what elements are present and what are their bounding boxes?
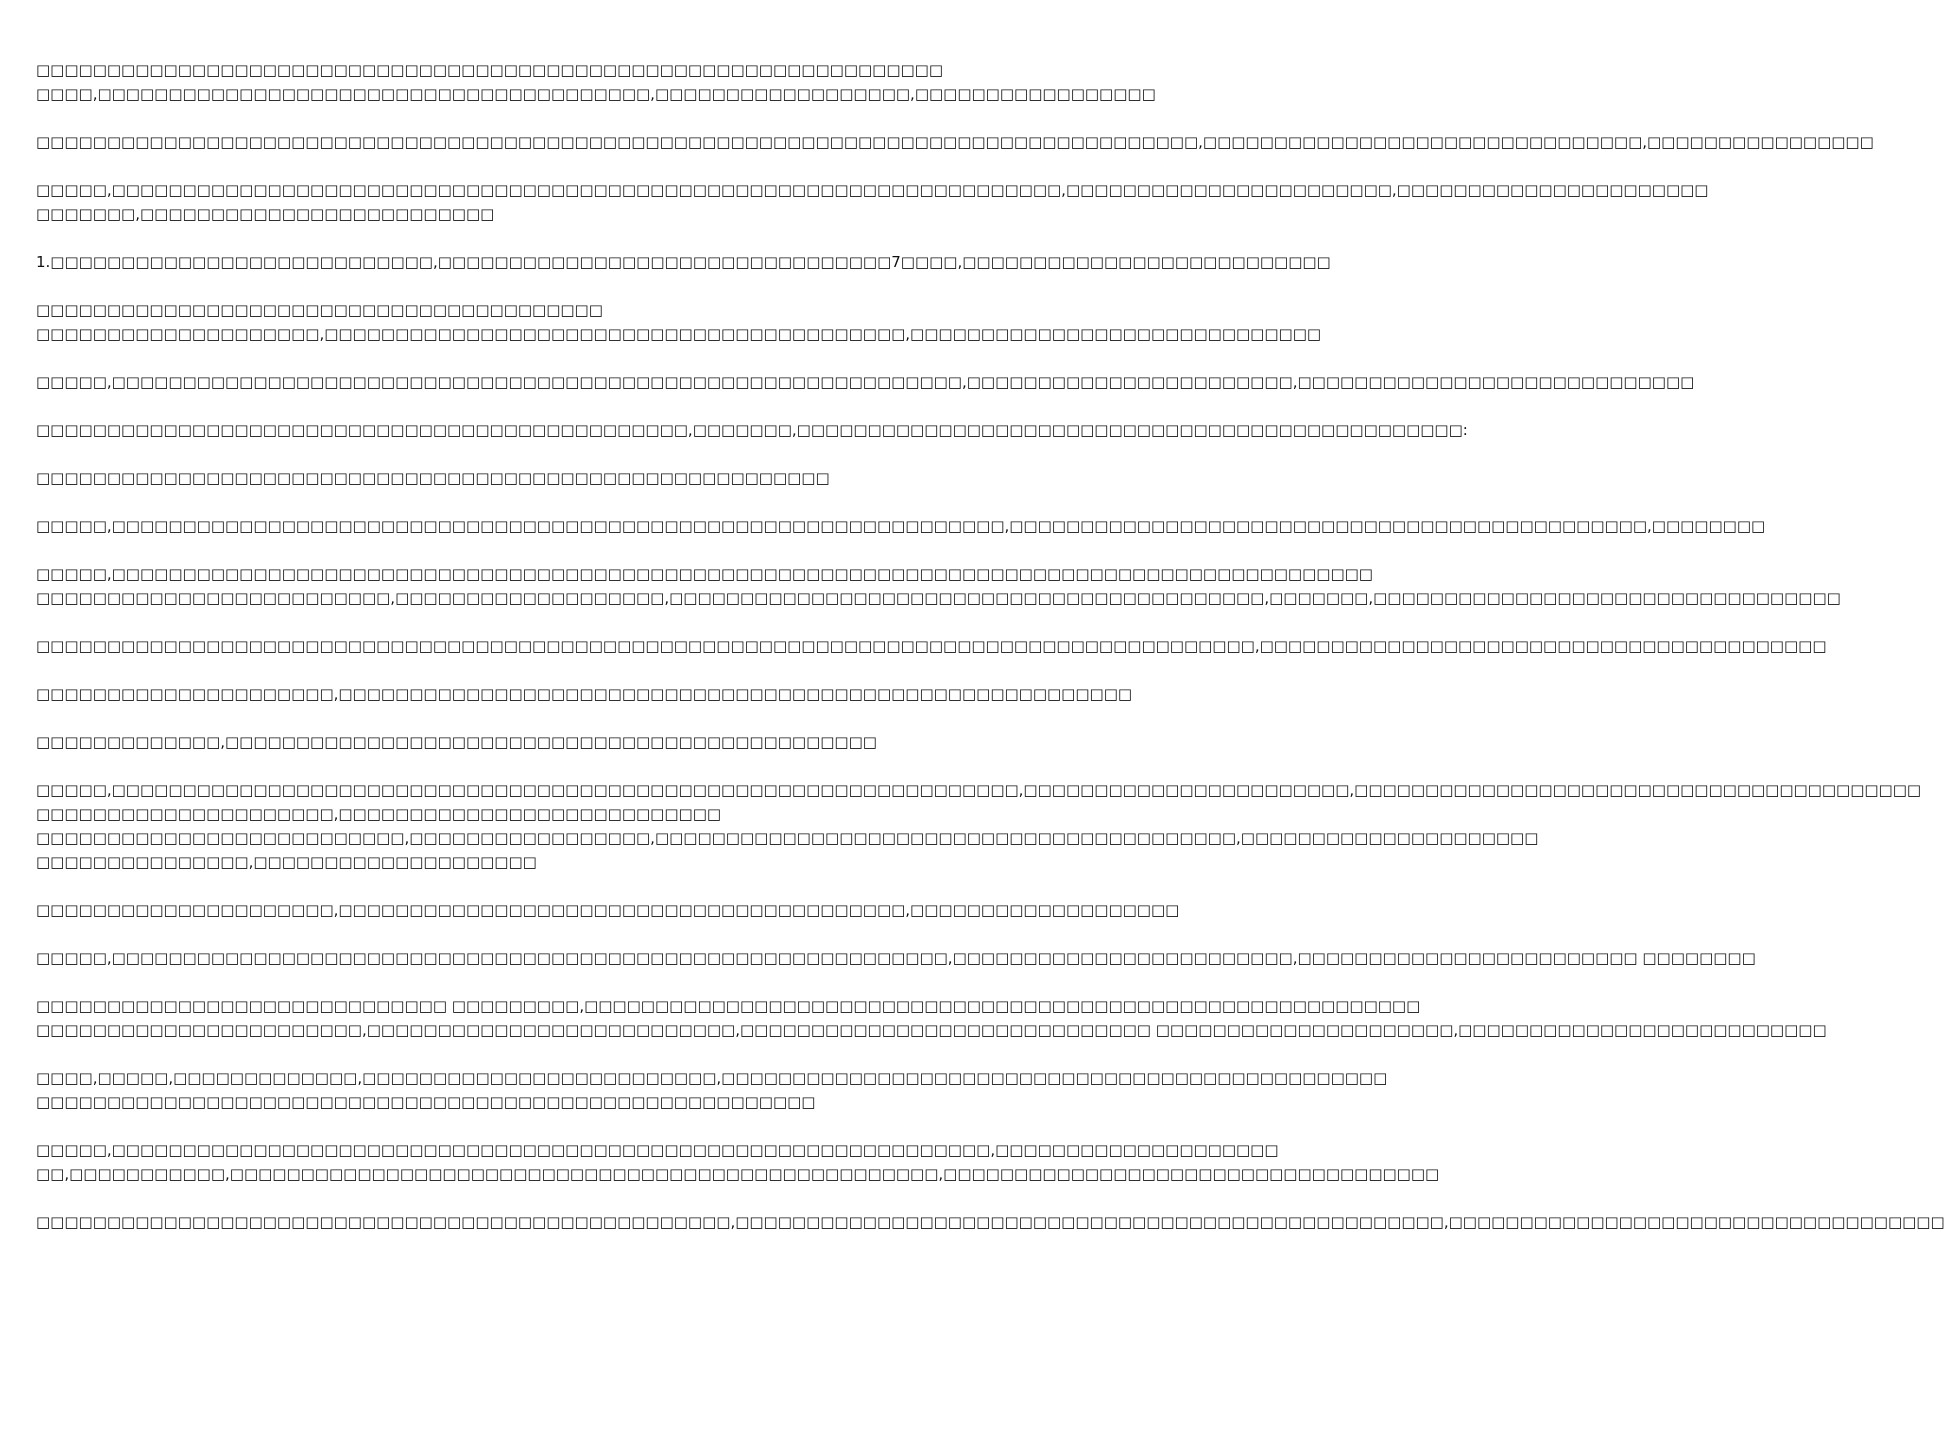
- paragraph: [36, 682, 1133, 706]
- text-line: □□□□□,□□□□□□□□□□□□□□□□□□□□□□□□□□□□□□□□□□□□□□□□□□□□□□□□□□□□□□□□□□□□□□□□□□□,□□□□□□□□□□□□□□□□□□□□□□□,□□□□□□□□□□□□□□□□□□□□□□: [36, 181, 1709, 199]
- text-line: □□□□□□□□□□□□□□□□□□□□□□□□□□□□□□□□□□□□□□□□□□□□□□□□□□□□□□□: [36, 1093, 816, 1111]
- text-line: □□□□□□□□□□□□□□□,□□□□□□□□□□□□□□□□□□□□: [36, 853, 537, 871]
- text-line: □□□□□□□□□□□□□□□□□□□□□□□□□,□□□□□□□□□□□□□□□□□□□,□□□□□□□□□□□□□□□□□□□□□□□□□□□□□□□□□□□□□□□□□□,□□□□□□□,□□□□□□□□□□□□□□□□□□□□□□□□□□□□□□□□□: [36, 589, 1841, 607]
- text-line: □□□□,□□□□□,□□□□□□□□□□□□□,□□□□□□□□□□□□□□□□□□□□□□□□□,□□□□□□□□□□□□□□□□□□□□□□□□□□□□□□□□□□□□□□□□□□□□□□□: [36, 1069, 1388, 1087]
- document-body: [36, 58, 1945, 1258]
- paragraph: [36, 898, 1180, 922]
- text-line: □□□□□□□□□□□□□□□□□□□□□□□□□□□□□□□□□□□□□□□□□□□□□□□□□□□□□□□□□□□□□□□□□□□□□□□□□□□□□□□□□□□□□□,□□□□□□□□□□□□□□□□□□□□□□□□□□□□□□□□□□□□□□□□: [36, 637, 1827, 655]
- text-line: □□□□□□□□□□□□□□□□□□□□□□□□□□□□□ □□□□□□□□□,□□□□□□□□□□□□□□□□□□□□□□□□□□□□□□□□□□□□□□□□□□□□□□□□□□□□□□□□□□□: [36, 997, 1421, 1015]
- paragraph: [36, 250, 1331, 274]
- paragraph: [36, 58, 1156, 106]
- paragraph: [36, 562, 1841, 610]
- paragraph: [36, 298, 1322, 346]
- text-line: □□□□,□□□□□□□□□□□□□□□□□□□□□□□□□□□□□□□□□□□□□□□,□□□□□□□□□□□□□□□□□□,□□□□□□□□□□□□□□□□□: [36, 85, 1156, 103]
- text-line: □□□□□□□□□□□□□□□□□□□□□□□□□□□□□□□□□□□□□□□□□□□□□□□□□□□□□□□□□□□□□□□□: [36, 61, 944, 79]
- paragraph: [36, 1138, 1440, 1186]
- text-line: □□□□□□□□□□□□□□□□□□□□□□□,□□□□□□□□□□□□□□□□□□□□□□□□□□,□□□□□□□□□□□□□□□□□□□□□□□□□□□□□ □□□□□□□□□□□□□□□□□□□□□,□□□□□□□□□□□□□□□□□□□□□□□□□□: [36, 1021, 1827, 1039]
- text-line: □□□□□□□□□□□□□□□□□□□□□□□□□□□□□□□□□□□□□□□□□□□□□□□□□,□□□□□□□□□□□□□□□□□□□□□□□□□□□□□□□□□□□□□□□□□□□□□□□□□□,□□□□□□□□□□□□□□□□□□□□□□□□□□□□□□□□□□□: [36, 1213, 1945, 1231]
- text-line: □□□□□□□□□□□□□□□□□□□□,□□□□□□□□□□□□□□□□□□□□□□□□□□□□□□□□□□□□□□□□□,□□□□□□□□□□□□□□□□□□□□□□□□□□□□□: [36, 325, 1322, 343]
- text-line: □□□□□□□□□□□□□□□□□□□□□□□□□□□□□□□□□□□□□□□□□□□□□□□□□□□□□□□□□□□□□□□□□□□□□□□□□□□□□□□□□□,□□□□□□□□□□□□□□□□□□□□□□□□□□□□□□□,□□□□□□□□□□□□□□□□: [36, 133, 1874, 151]
- paragraph: [36, 130, 1874, 154]
- text-line: □□□□□□□,□□□□□□□□□□□□□□□□□□□□□□□□□: [36, 205, 495, 223]
- text-line: □□□□□□□□□□□□□□□□□□□□□□□□□□,□□□□□□□□□□□□□□□□□,□□□□□□□□□□□□□□□□□□□□□□□□□□□□□□□□□□□□□□□□□,□□□□□□□□□□□□□□□□□□□□□: [36, 829, 1539, 847]
- text-line: □□□□□□□□□□□□□□□□□□□□□□□□□□□□□□□□□□□□□□□□: [36, 301, 603, 319]
- paragraph: [36, 778, 1922, 874]
- paragraph: [36, 634, 1827, 658]
- text-line: □□□□□□□□□□□□□,□□□□□□□□□□□□□□□□□□□□□□□□□□□□□□□□□□□□□□□□□□□□□□: [36, 733, 877, 751]
- text-line: □□□□□□□□□□□□□□□□□□□□□,□□□□□□□□□□□□□□□□□□□□□□□□□□□: [36, 805, 722, 823]
- text-line: □□□□□,□□□□□□□□□□□□□□□□□□□□□□□□□□□□□□□□□□□□□□□□□□□□□□□□□□□□□□□□□□□□□□□□,□□□□□□□□□□□□□□□□□□□□□□□,□□□□□□□□□□□□□□□□□□□□□□□□□□□□□□□□□□□□□□□□: [36, 781, 1922, 799]
- paragraph: [36, 1210, 1945, 1234]
- paragraph: [36, 466, 988, 490]
- paragraph: [36, 178, 1709, 226]
- paragraph: [36, 370, 1695, 394]
- paragraph: [36, 1066, 1388, 1114]
- text-line: □□□□□,□□□□□□□□□□□□□□□□□□□□□□□□□□□□□□□□□□□□□□□□□□□□□□□□□□□□□□□□□□□□,□□□□□□□□□□□□□□□□□□□□□□□,□□□□□□□□□□□□□□□□□□□□□□□□□□□□: [36, 373, 1695, 391]
- paragraph: [36, 730, 988, 754]
- text-line: □□□□□□□□□□□□□□□□□□□□□□□□□□□□□□□□□□□□□□□□□□□□□□,□□□□□□□,□□□□□□□□□□□□□□□□□□□□□□□□□□□□□□□□□□□□□□□□□□□□□□□:: [36, 421, 1468, 439]
- paragraph: [36, 514, 1766, 538]
- text-line: □□□□□□□□□□□□□□□□□□□□□,□□□□□□□□□□□□□□□□□□□□□□□□□□□□□□□□□□□□□□□□,□□□□□□□□□□□□□□□□□□□: [36, 901, 1180, 919]
- paragraph: [36, 418, 1468, 442]
- paragraph: [36, 994, 1827, 1042]
- text-line: □□,□□□□□□□□□□□,□□□□□□□□□□□□□□□□□□□□□□□□□□□□□□□□□□□□□□□□□□□□□□□□□□,□□□□□□□□□□□□□□□□□□□□□□□□□□□□□□□□□□□: [36, 1165, 1440, 1183]
- text-line: □□□□□,□□□□□□□□□□□□□□□□□□□□□□□□□□□□□□□□□□□□□□□□□□□□□□□□□□□□□□□□□□□,□□□□□□□□□□□□□□□□□□□□□□□□,□□□□□□□□□□□□□□□□□□□□□□□□ □□□□□□□□: [36, 949, 1756, 967]
- text-line: □□□□□,□□□□□□□□□□□□□□□□□□□□□□□□□□□□□□□□□□□□□□□□□□□□□□□□□□□□□□□□□□□□□□□,□□□□□□□□□□□□□□□□□□□□□□□□□□□□□□□□□□□□□□□□□□□□□,□□□□□□□□: [36, 517, 1766, 535]
- text-line: □□□□□,□□□□□□□□□□□□□□□□□□□□□□□□□□□□□□□□□□□□□□□□□□□□□□□□□□□□□□□□□□□□□□□□□□□□□□□□□□□□□□□□□□□□□□□□□: [36, 565, 1373, 583]
- text-line: 1.□□□□□□□□□□□□□□□□□□□□□□□□□□□,□□□□□□□□□□□□□□□□□□□□□□□□□□□□□□□□7□□□□,□□□□□□□□□□□□□□□□□□□□□□□□□□: [36, 253, 1331, 271]
- text-line: □□□□□□□□□□□□□□□□□□□□□,□□□□□□□□□□□□□□□□□□□□□□□□□□□□□□□□□□□□□□□□□□□□□□□□□□□□□□□□: [36, 685, 1133, 703]
- text-line: □□□□□□□□□□□□□□□□□□□□□□□□□□□□□□□□□□□□□□□□□□□□□□□□□□□□□□□□: [36, 469, 830, 487]
- text-line: □□□□□,□□□□□□□□□□□□□□□□□□□□□□□□□□□□□□□□□□□□□□□□□□□□□□□□□□□□□□□□□□□□□□,□□□□□□□□□□□□□□□□□□□□: [36, 1141, 1279, 1159]
- paragraph: [36, 946, 1756, 970]
